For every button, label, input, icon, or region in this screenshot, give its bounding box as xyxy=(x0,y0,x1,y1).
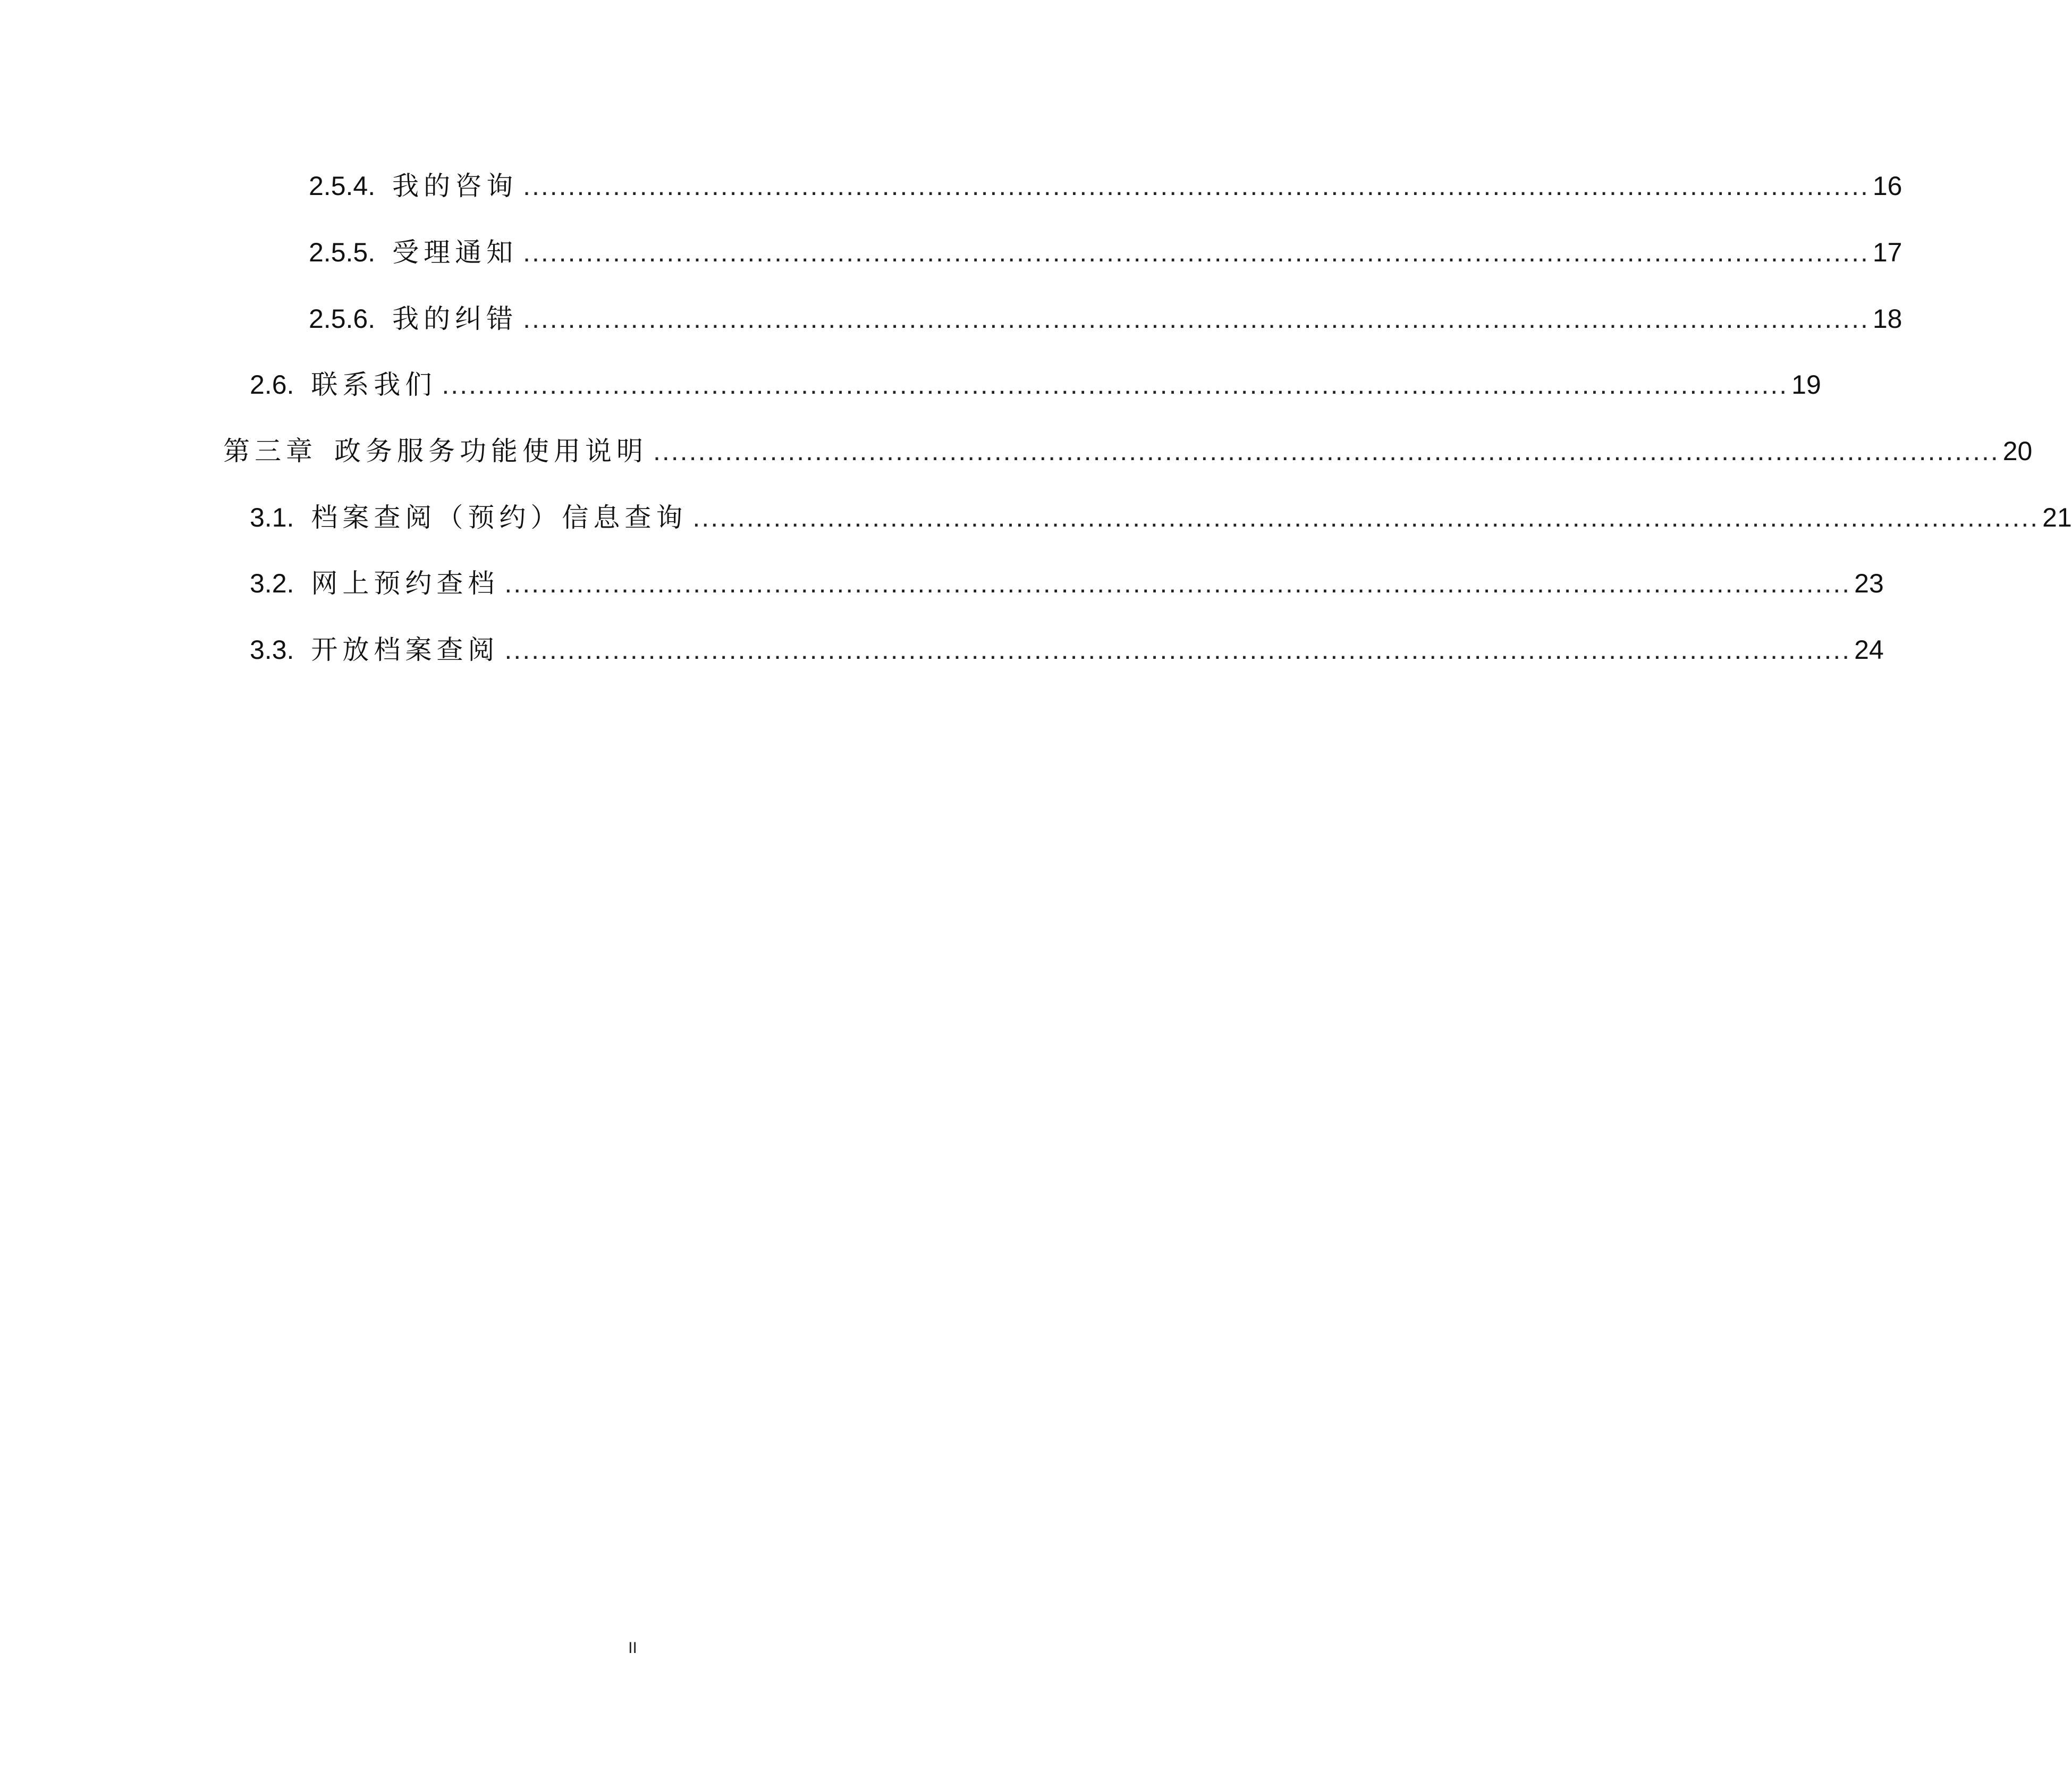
toc-entry-title: 联系我们 xyxy=(311,370,437,400)
toc-entry-page: 21 xyxy=(2042,503,2072,532)
toc-entry-title: 开放档案查阅 xyxy=(311,635,500,665)
toc-entry-title: 政务服务功能使用说明 xyxy=(334,436,648,466)
toc-entry-page: 24 xyxy=(1854,635,1884,665)
toc-entry-3-2[interactable] xyxy=(250,562,1884,605)
toc-entry-3-1[interactable] xyxy=(250,496,2072,539)
toc-entry-number: 第三章 xyxy=(223,436,317,466)
toc-entry-title: 受理通知 xyxy=(392,238,518,267)
toc-entry-title: 网上预约查档 xyxy=(311,569,500,598)
toc-dot-leader: ...................................................................................................................................................... xyxy=(523,171,1870,201)
toc-entry-number: 3.3. xyxy=(250,635,294,665)
toc-entry-title: 我的咨询 xyxy=(392,171,518,201)
toc-entry-page: 16 xyxy=(1872,171,1902,201)
toc-entry-number: 2.5.4. xyxy=(309,171,376,201)
table-of-contents xyxy=(0,0,2072,744)
toc-entry-page: 18 xyxy=(1872,304,1902,334)
toc-entry-page: 19 xyxy=(1791,370,1821,400)
toc-entry-page: 20 xyxy=(2002,436,2033,466)
toc-dot-leader: ...................................................................................................................................................... xyxy=(653,436,2000,466)
page-number: II xyxy=(628,1639,637,1657)
toc-entry-2-5-5[interactable] xyxy=(309,231,1902,274)
toc-dot-leader: ...................................................................................................................................................... xyxy=(523,238,1870,267)
toc-entry-2-6[interactable] xyxy=(250,363,1821,406)
toc-entry-2-5-6[interactable] xyxy=(309,298,1902,340)
toc-entry-page: 17 xyxy=(1872,238,1902,267)
toc-entry-number: 2.5.5. xyxy=(309,238,376,267)
toc-entry-number: 2.6. xyxy=(250,370,294,400)
toc-entry-3-3[interactable] xyxy=(250,629,1884,671)
toc-dot-leader: ...................................................................................................................................................... xyxy=(504,569,1851,598)
toc-entry-2-5-4[interactable] xyxy=(309,165,1902,207)
toc-entry-number: 3.2. xyxy=(250,569,294,598)
toc-dot-leader: ...................................................................................................................................................... xyxy=(523,304,1870,334)
toc-entry-chapter-3[interactable] xyxy=(223,430,2033,472)
toc-dot-leader: ...................................................................................................................................................... xyxy=(442,370,1789,400)
toc-entry-title: 我的纠错 xyxy=(392,304,518,334)
toc-dot-leader: ...................................................................................................................................................... xyxy=(692,503,2040,532)
toc-entry-number: 3.1. xyxy=(250,503,294,532)
toc-entry-number: 2.5.6. xyxy=(309,304,376,334)
toc-entry-title: 档案查阅（预约）信息查询 xyxy=(311,503,688,532)
toc-dot-leader: ...................................................................................................................................................... xyxy=(504,635,1851,665)
toc-entry-page: 23 xyxy=(1854,569,1884,598)
